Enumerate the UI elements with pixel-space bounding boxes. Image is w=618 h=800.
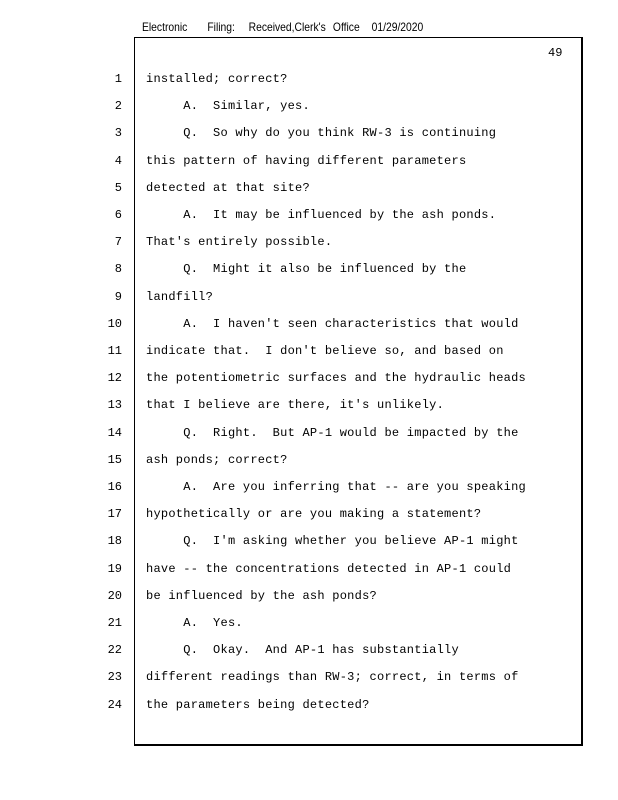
transcript-line-text: installed; correct? bbox=[146, 72, 288, 86]
line-number: 15 bbox=[107, 452, 122, 467]
transcript-line-text: that I believe are there, it's unlikely. bbox=[146, 398, 445, 413]
line-number: 14 bbox=[107, 425, 122, 440]
transcript-line-text: Q. Okay. And AP-1 has substantially bbox=[146, 643, 459, 658]
line-number: 3 bbox=[114, 126, 122, 141]
transcript-line-text: have -- the concentrations detected in AP-1 could bbox=[146, 561, 512, 576]
page-number: 49 bbox=[548, 46, 563, 60]
line-number: 7 bbox=[114, 235, 122, 250]
header-word-electronic: Electronic bbox=[142, 20, 188, 34]
line-number: 4 bbox=[114, 153, 122, 168]
transcript-line-text: indicate that. I don't believe so, and based on bbox=[146, 344, 504, 358]
line-number: 20 bbox=[107, 588, 122, 603]
transcript-line-text: detected at that site? bbox=[146, 180, 310, 195]
line-number: 12 bbox=[107, 371, 122, 386]
transcript-line-text: the parameters being detected? bbox=[146, 697, 370, 712]
transcript-line-text: Q. So why do you think RW-3 is continuing bbox=[146, 126, 497, 141]
line-number: 13 bbox=[107, 398, 122, 413]
line-number: 24 bbox=[107, 697, 122, 712]
line-number: 10 bbox=[107, 316, 122, 331]
transcript-line-text: Q. Right. But AP-1 would be impacted by the bbox=[146, 425, 519, 440]
header-word-date: 01/29/2020 bbox=[371, 20, 424, 34]
line-number: 2 bbox=[114, 99, 122, 114]
transcript-line-text: different readings than RW-3; correct, in terms of bbox=[146, 670, 519, 685]
transcript-line-text: the potentiometric surfaces and the hydraulic heads bbox=[146, 371, 527, 386]
line-number: 5 bbox=[114, 180, 122, 195]
line-number: 11 bbox=[107, 344, 122, 358]
transcript-line-text: A. Are you inferring that -- are you speaking bbox=[146, 480, 527, 494]
filing-stamp-header bbox=[142, 20, 434, 36]
line-number: 8 bbox=[114, 262, 122, 277]
transcript-line-text: hypothetically or are you making a statement? bbox=[146, 507, 482, 522]
line-number: 18 bbox=[107, 534, 122, 549]
line-number: 23 bbox=[107, 670, 122, 685]
line-number: 22 bbox=[107, 643, 122, 658]
transcript-line-text: landfill? bbox=[146, 289, 214, 304]
line-number: 16 bbox=[107, 480, 122, 494]
transcript-line-text: Q. Might it also be influenced by the bbox=[146, 262, 467, 277]
line-number: 17 bbox=[107, 507, 122, 522]
transcript-line-text: this pattern of having different parameters bbox=[146, 153, 467, 168]
transcript-line-text: A. Similar, yes. bbox=[146, 99, 310, 114]
line-number: 1 bbox=[114, 72, 122, 86]
transcript-line-text: ash ponds; correct? bbox=[146, 452, 288, 467]
transcript-line-text: A. It may be influenced by the ash ponds. bbox=[146, 208, 497, 222]
transcript-line-text: Q. I'm asking whether you believe AP-1 might bbox=[146, 534, 519, 549]
header-word-filing: Filing: bbox=[207, 20, 235, 34]
transcript-line-text: A. I haven't seen characteristics that would bbox=[146, 316, 519, 331]
transcript-line-text: be influenced by the ash ponds? bbox=[146, 588, 377, 603]
transcript-line-text: That's entirely possible. bbox=[146, 235, 333, 250]
header-word-received: Received,Clerk's bbox=[248, 20, 326, 34]
transcript-page-frame bbox=[134, 37, 583, 746]
line-number: 9 bbox=[114, 289, 122, 304]
line-number: 6 bbox=[114, 208, 122, 222]
line-number: 19 bbox=[107, 561, 122, 576]
line-number: 21 bbox=[107, 616, 122, 630]
header-word-office: Office bbox=[332, 20, 360, 34]
transcript-line-text: A. Yes. bbox=[146, 616, 243, 630]
